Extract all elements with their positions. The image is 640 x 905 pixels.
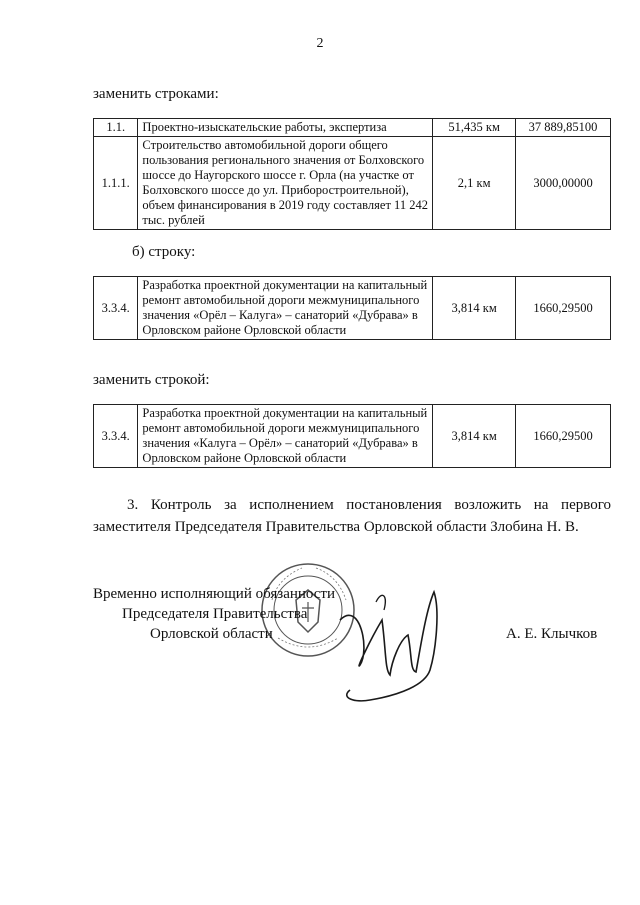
signer-title-line-1: Временно исполняющий обязанности — [93, 586, 336, 602]
row-length: 2,1 км — [433, 137, 516, 230]
row-amount: 1660,29500 — [516, 277, 611, 340]
row-amount: 37 889,85100 — [516, 119, 611, 137]
intro-replace-rows: заменить строками: — [93, 86, 219, 102]
table-row — [94, 405, 611, 468]
table-new-rows — [93, 118, 611, 230]
intro-replace-row: заменить строкой: — [93, 372, 210, 388]
row-number: 1.1.1. — [94, 137, 138, 230]
table-row — [94, 119, 611, 137]
row-number: 1.1. — [94, 119, 138, 137]
row-length: 3,814 км — [433, 405, 516, 468]
page-number: 2 — [316, 36, 324, 51]
row-number: 3.3.4. — [94, 405, 138, 468]
row-description: Строительство автомобильной дороги общего пользования регионального значения от Болховского шоссе до Наугорского шоссе г. Орла (на участке от Болховского шоссе до ул. Приборостроительной), объем финансирования в 2019 году составляет 11 242 тыс. рублей — [138, 137, 433, 230]
row-description: Разработка проектной документации на капитальный ремонт автомобильной дороги межмуниципального значения «Калуга – Орёл» – санаторий «Дубрава» в Орловском районе Орловской области — [138, 405, 433, 468]
row-description: Проектно-изыскательские работы, экспертиза — [138, 119, 433, 137]
paragraph-3: 3. Контроль за исполнением постановления возложить на первого заместителя Председателя Правительства Орловской области Злобина Н. В. — [93, 497, 611, 535]
row-description: Разработка проектной документации на капитальный ремонт автомобильной дороги межмуниципального значения «Орёл – Калуга» – санаторий «Дубрава» в Орловском районе Орловской области — [138, 277, 433, 340]
row-length: 3,814 км — [433, 277, 516, 340]
row-number: 3.3.4. — [94, 277, 138, 340]
table-replacement-row — [93, 404, 611, 468]
row-amount: 3000,00000 — [516, 137, 611, 230]
table-row — [94, 137, 611, 230]
table-row — [94, 277, 611, 340]
row-amount: 1660,29500 — [516, 405, 611, 468]
subpoint-b: б) строку: — [132, 244, 196, 260]
signer-name: А. Е. Клычков — [506, 626, 598, 642]
table-old-row — [93, 276, 611, 340]
handwritten-signature — [330, 580, 450, 710]
signer-title-line-2: Председателя Правительства — [122, 606, 308, 622]
row-length: 51,435 км — [433, 119, 516, 137]
signer-title-line-3: Орловской области — [150, 626, 273, 642]
